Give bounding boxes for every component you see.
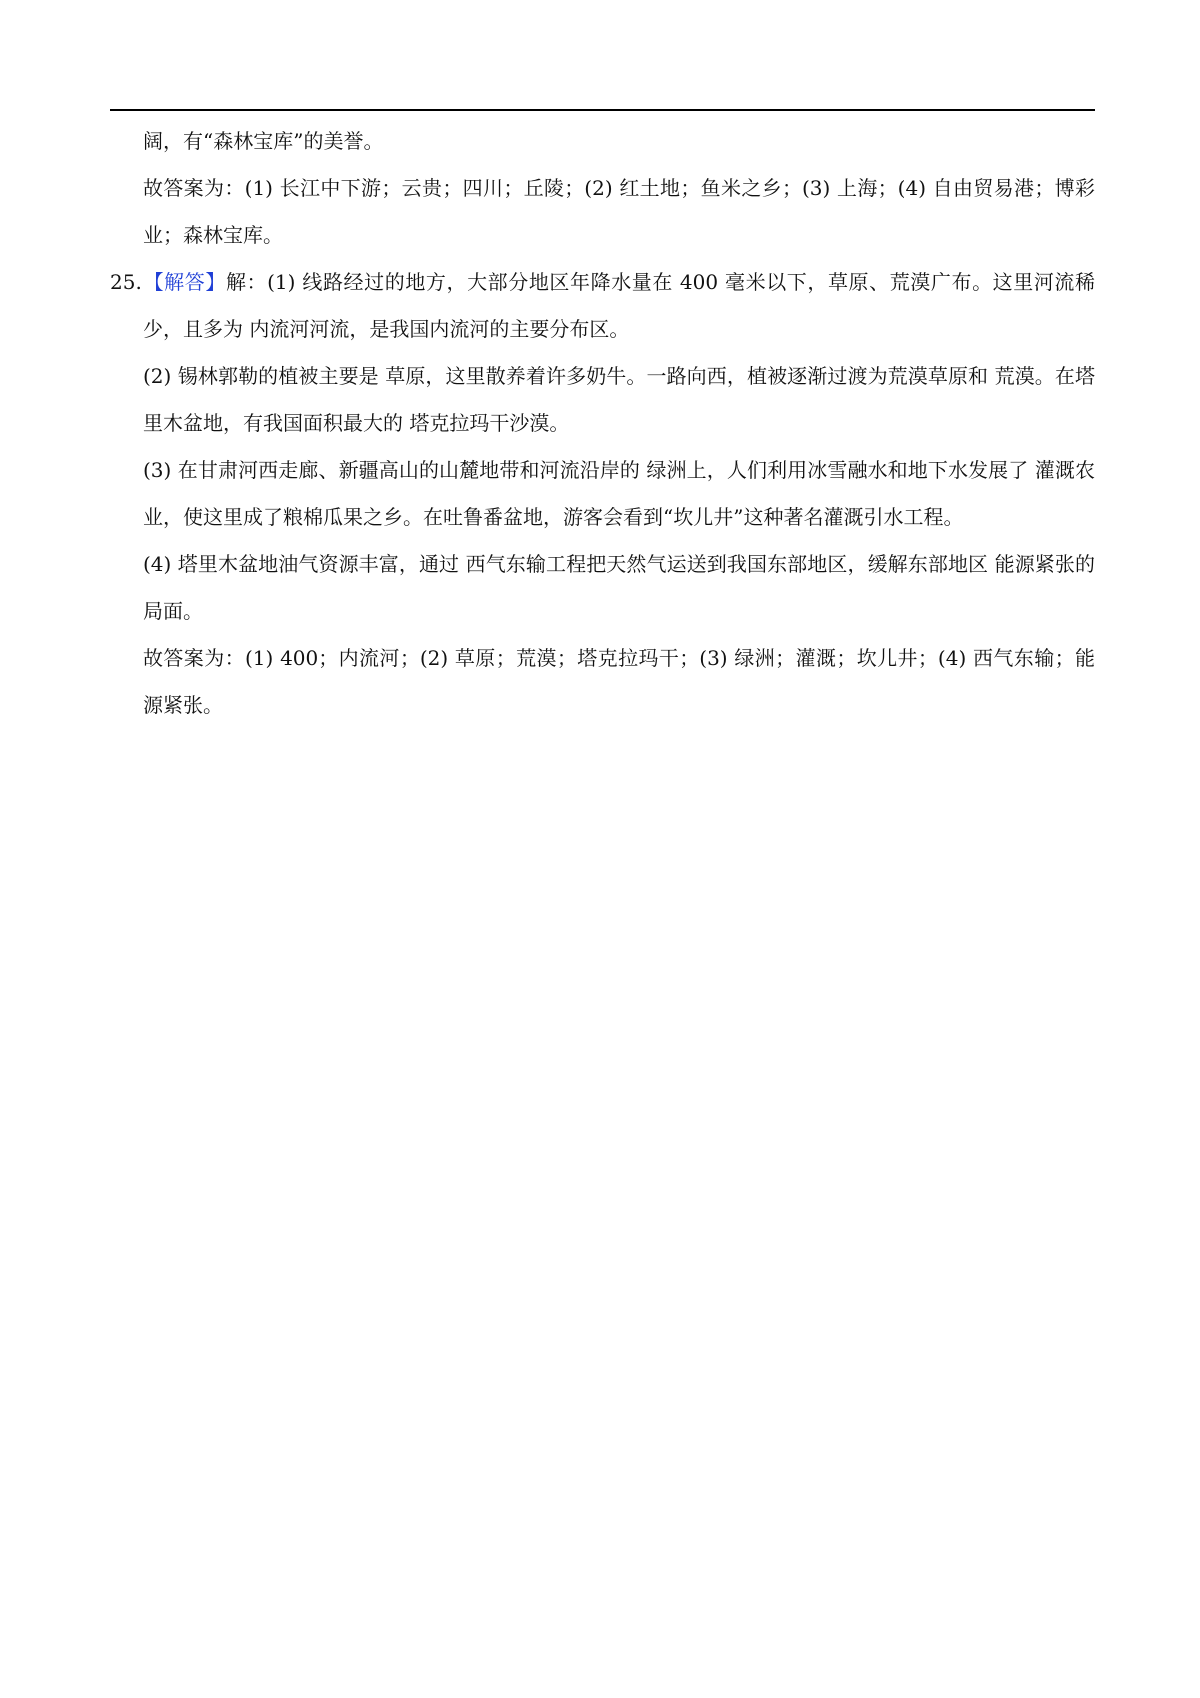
q25-part2: (2) 锡林郭勒的植被主要是 草原，这里散养着许多奶牛。一路向西，植被逐渐过渡为荒漠草原和 荒漠。在塔里木盆地，有我国面积最大的 塔克拉玛干沙漠。 <box>143 364 1095 435</box>
answer-content <box>110 118 1095 729</box>
header-rule <box>110 109 1095 111</box>
answer-tag: 【解答】 <box>143 270 226 294</box>
question-number: 25. <box>110 270 142 294</box>
q25-part1-text: 解：(1) 线路经过的地方，大部分地区年降水量在 400 毫米以下，草原、荒漠广布。这里河流稀少，且多为 内流河河流，是我国内流河的主要分布区。 <box>143 270 1095 341</box>
prev-answer-continuation: 阔，有“森林宝库”的美誉。 <box>143 129 384 153</box>
q25-part3: (3) 在甘肃河西走廊、新疆高山的山麓地带和河流沿岸的 绿洲上，人们利用冰雪融水和地下水发展了 灌溉农业，使这里成了粮棉瓜果之乡。在吐鲁番盆地，游客会看到“坎儿井”这种著名灌溉引水工程。 <box>143 458 1095 529</box>
prev-final-answer: 故答案为：(1) 长江中下游；云贵；四川；丘陵；(2) 红土地；鱼米之乡；(3) 上海；(4) 自由贸易港；博彩业；森林宝库。 <box>143 176 1095 247</box>
q25-part4: (4) 塔里木盆地油气资源丰富，通过 西气东输工程把天然气运送到我国东部地区，缓解东部地区 能源紧张的局面。 <box>143 552 1095 623</box>
q25-final-answer: 故答案为：(1) 400；内流河；(2) 草原；荒漠；塔克拉玛干；(3) 绿洲；灌溉；坎儿井；(4) 西气东输；能源紧张。 <box>143 646 1095 717</box>
q25-part1 <box>110 259 1095 353</box>
